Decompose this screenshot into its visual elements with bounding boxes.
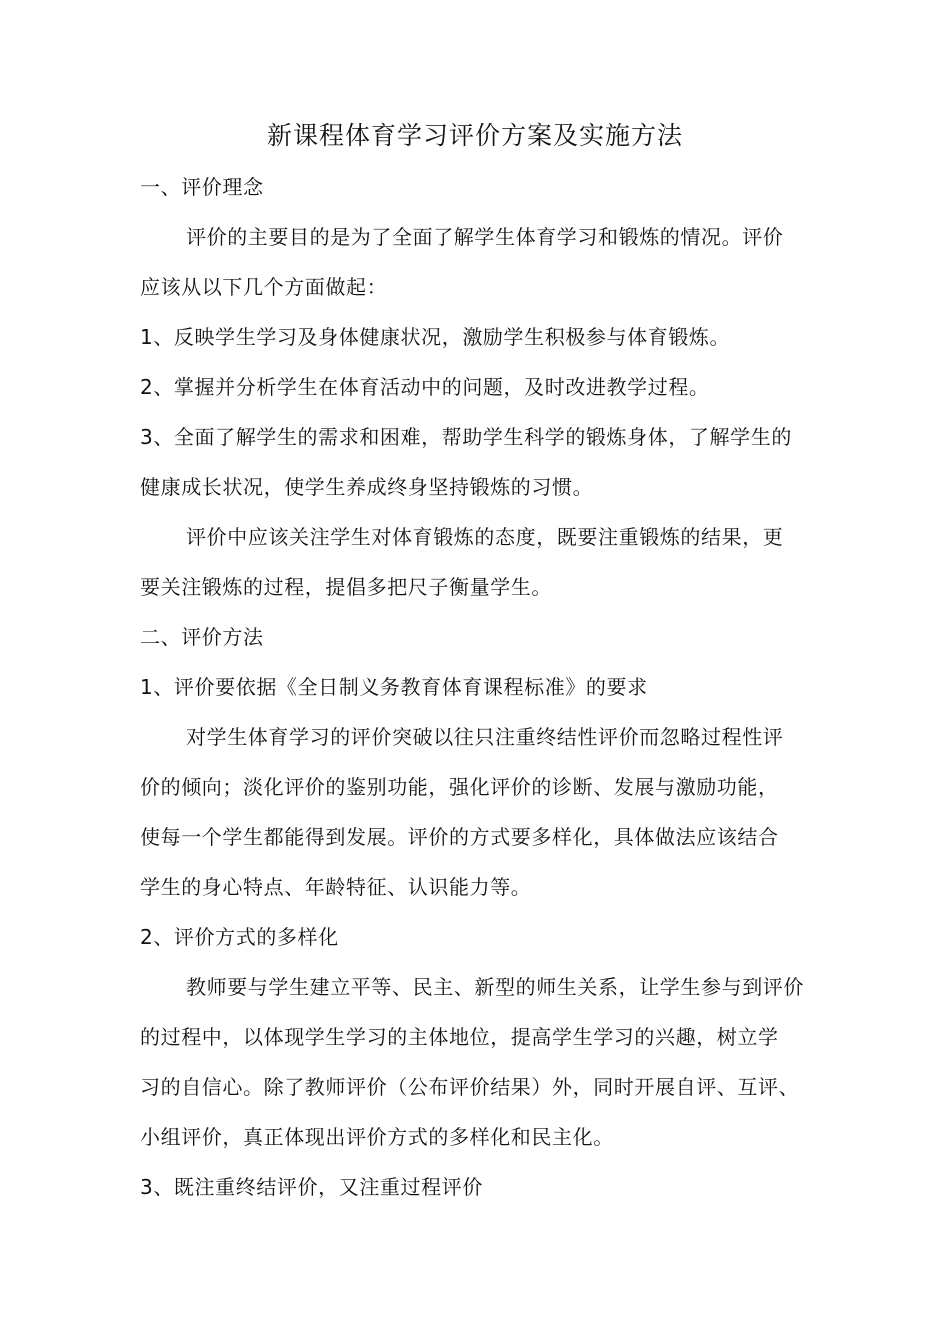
- subheading-2: 2、评价方式的多样化: [140, 925, 339, 949]
- paragraph-line: 价的倾向；淡化评价的鉴别功能，强化评价的诊断、发展与激励功能，: [140, 775, 779, 799]
- section-heading-evaluation-concept: 一、评价理念: [140, 175, 264, 199]
- paragraph-line: 对学生体育学习的评价突破以往只注重终结性评价而忽略过程性评: [186, 725, 784, 749]
- paragraph-line: 健康成长状况，使学生养成终身坚持锻炼的习惯。: [140, 475, 594, 499]
- subheading-1: 1、评价要依据《全日制义务教育体育课程标准》的要求: [140, 675, 648, 699]
- paragraph-line: 习的自信心。除了教师评价（公布评价结果）外，同时开展自评、互评、: [140, 1075, 800, 1099]
- subheading-3: 3、既注重终结评价，又注重过程评价: [140, 1175, 483, 1199]
- document-title: 新课程体育学习评价方案及实施方法: [266, 121, 683, 150]
- paragraph-line: 使每一个学生都能得到发展。评价的方式要多样化，具体做法应该结合: [140, 825, 779, 849]
- list-item-3: 3、全面了解学生的需求和困难，帮助学生科学的锻炼身体，了解学生的: [140, 425, 792, 449]
- paragraph-line: 的过程中，以体现学生学习的主体地位，提高学生学习的兴趣，树立学: [140, 1025, 779, 1049]
- paragraph-line: 学生的身心特点、年龄特征、认识能力等。: [140, 875, 532, 899]
- paragraph-line: 教师要与学生建立平等、民主、新型的师生关系，让学生参与到评价: [186, 975, 804, 999]
- paragraph-line: 评价的主要目的是为了全面了解学生体育学习和锻炼的情况。评价: [186, 225, 784, 249]
- paragraph-line: 要关注锻炼的过程，提倡多把尺子衡量学生。: [140, 575, 552, 599]
- list-item-1: 1、反映学生学习及身体健康状况，激励学生积极参与体育锻炼。: [140, 325, 731, 349]
- paragraph-line: 评价中应该关注学生对体育锻炼的态度，既要注重锻炼的结果，更: [186, 525, 784, 549]
- paragraph-line: 小组评价，真正体现出评价方式的多样化和民主化。: [140, 1125, 614, 1149]
- paragraph-line: 应该从以下几个方面做起：: [140, 275, 388, 299]
- section-heading-evaluation-method: 二、评价方法: [140, 625, 264, 649]
- list-item-2: 2、掌握并分析学生在体育活动中的问题，及时改进教学过程。: [140, 375, 710, 399]
